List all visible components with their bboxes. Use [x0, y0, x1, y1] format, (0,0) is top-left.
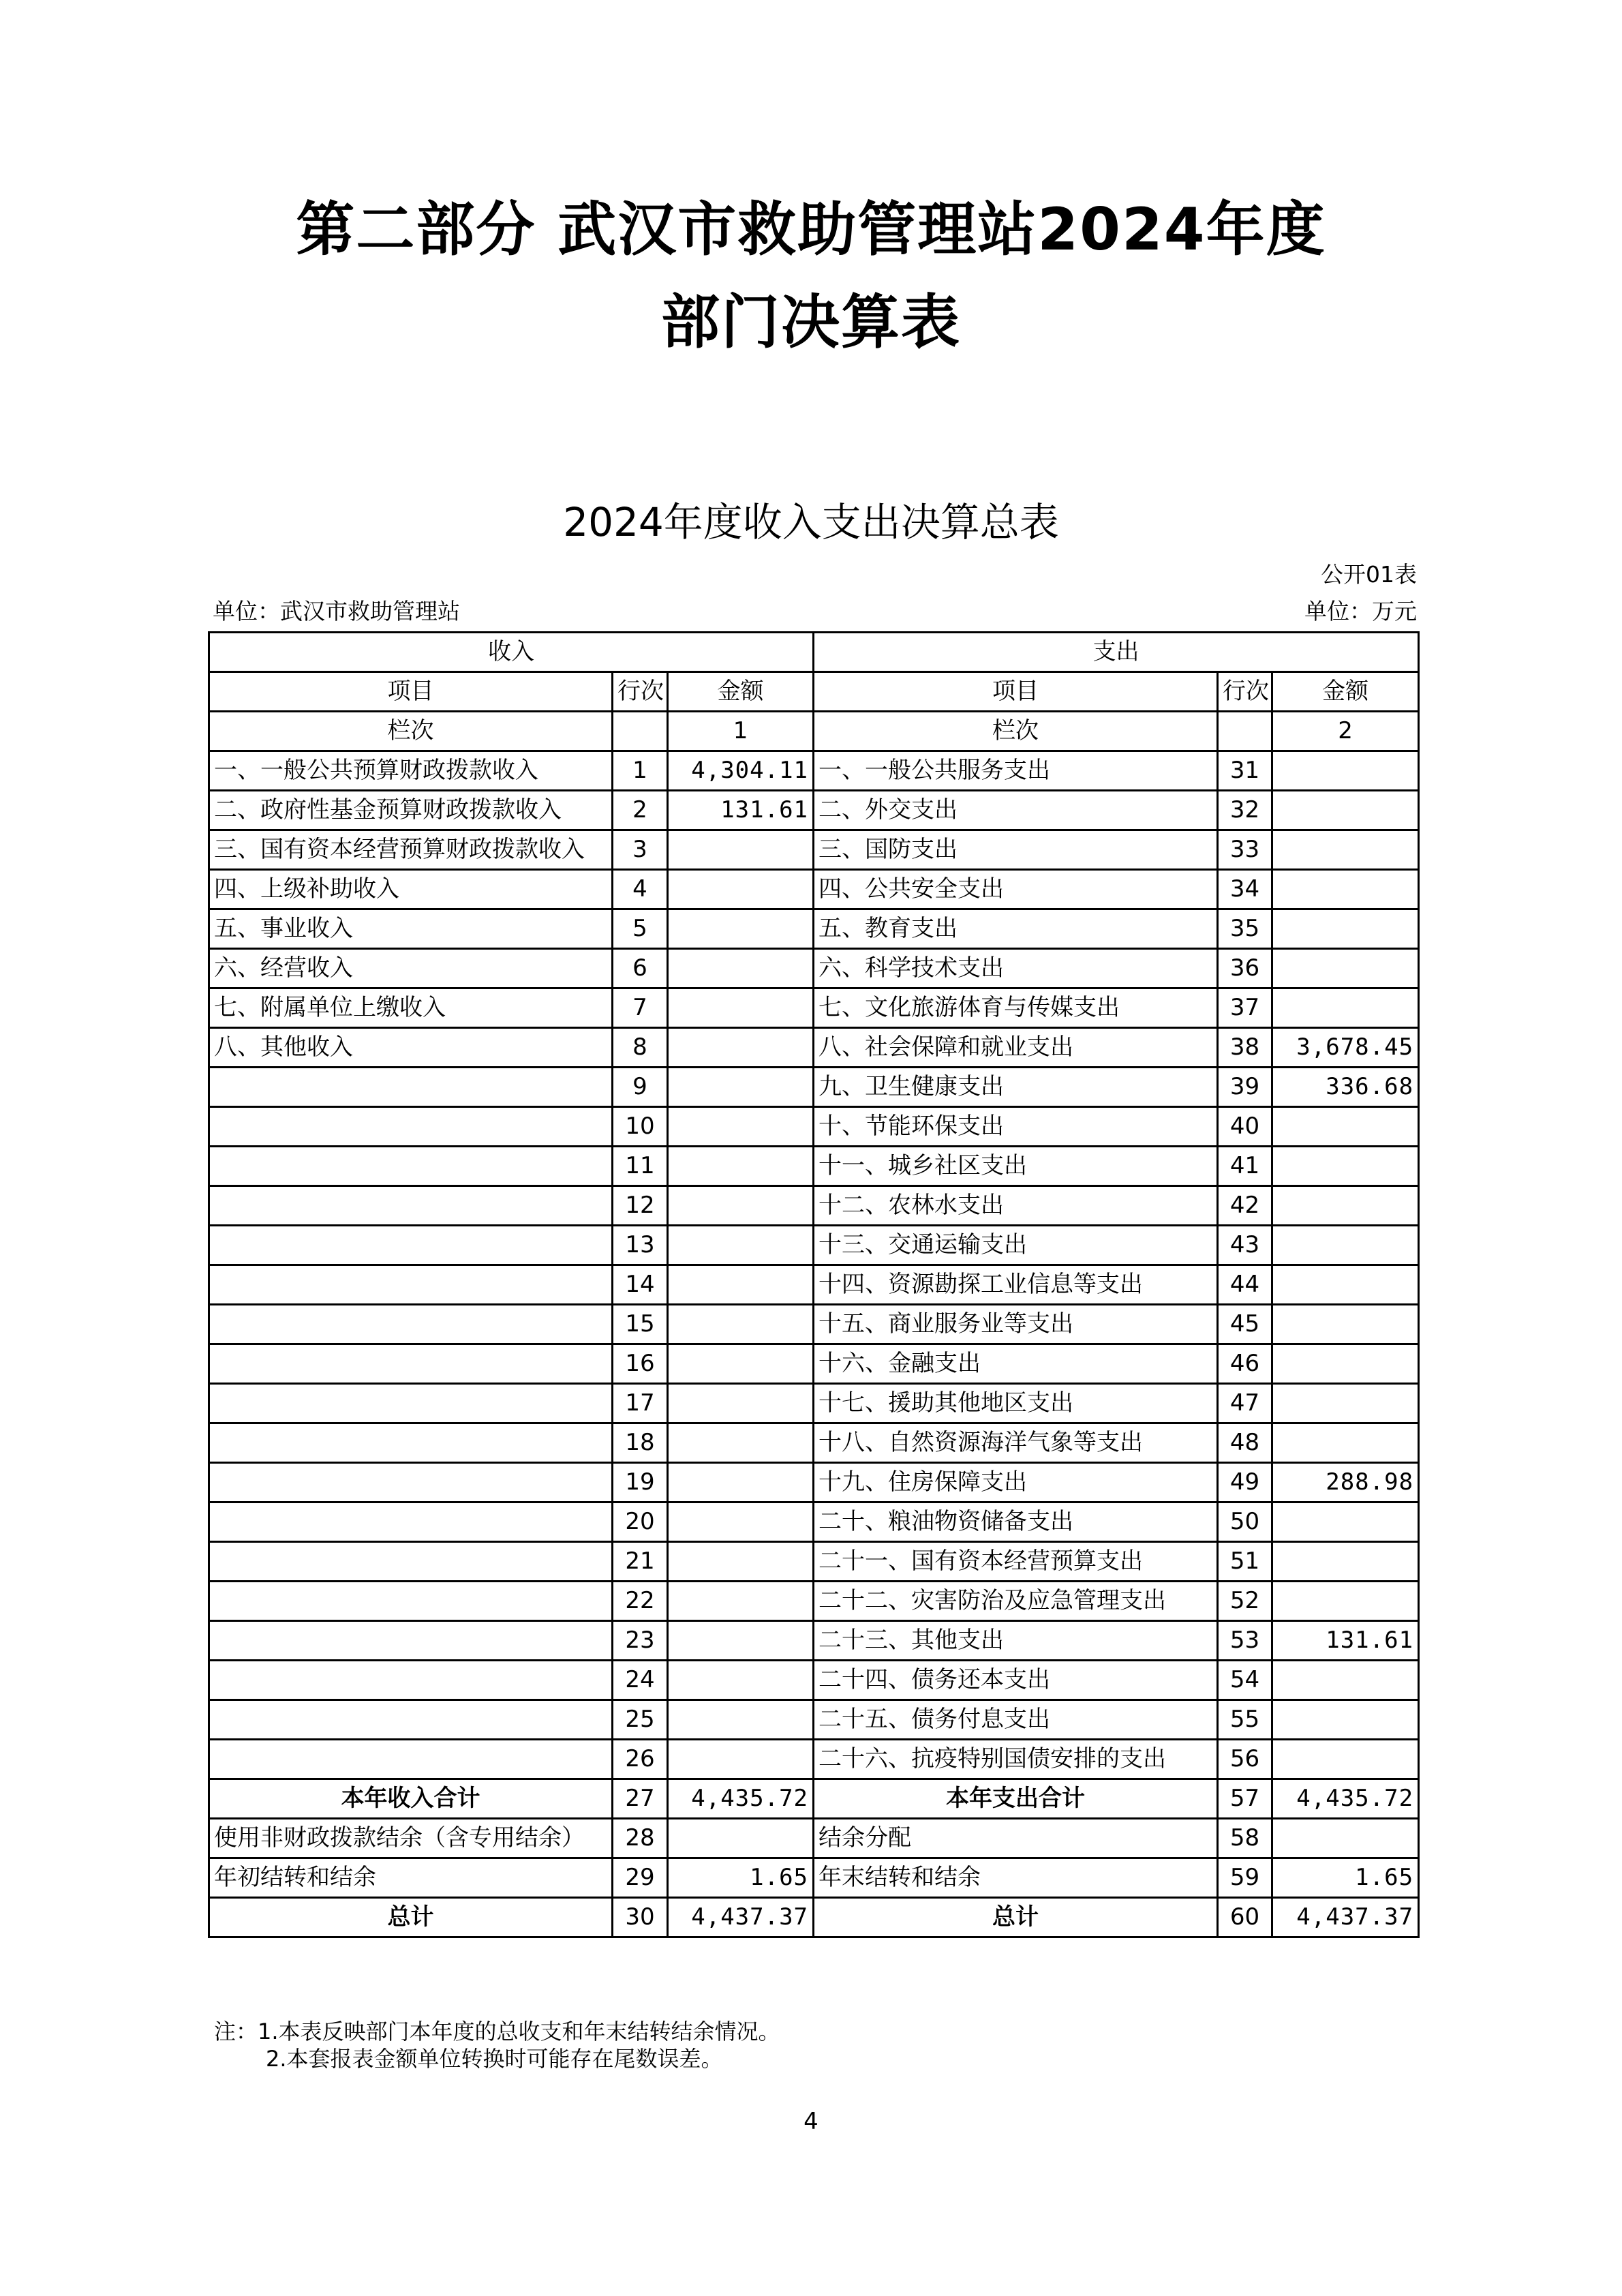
expense-col-line: 行次 [1218, 672, 1272, 712]
notes [214, 2018, 780, 2072]
expense-line-no: 56 [1218, 1740, 1272, 1779]
expense-amount: 288.98 [1272, 1463, 1419, 1502]
expense-amount [1272, 1740, 1419, 1779]
page-number: 4 [804, 2108, 818, 2135]
income-item [209, 1700, 613, 1740]
expense-item: 十九、住房保障支出 [814, 1463, 1218, 1502]
expense-item: 年末结转和结余 [814, 1858, 1218, 1898]
expense-amount [1272, 1384, 1419, 1423]
expense-line-no: 31 [1218, 751, 1272, 791]
expense-line-no: 47 [1218, 1384, 1272, 1423]
total-row [209, 1898, 1419, 1937]
table-row [209, 1147, 1419, 1186]
expense-amount [1272, 1502, 1419, 1542]
expense-line-no: 50 [1218, 1502, 1272, 1542]
expense-amount [1272, 1819, 1419, 1858]
table-row [209, 1740, 1419, 1779]
table-row [209, 988, 1419, 1028]
income-line-no: 28 [613, 1819, 668, 1858]
income-line-no: 20 [613, 1502, 668, 1542]
expense-item: 十一、城乡社区支出 [814, 1147, 1218, 1186]
table-row [209, 830, 1419, 870]
income-item: 四、上级补助收入 [209, 870, 613, 909]
income-amount [668, 1740, 814, 1779]
expense-line-no: 51 [1218, 1542, 1272, 1582]
income-line-no: 6 [613, 949, 668, 988]
income-line-no: 7 [613, 988, 668, 1028]
expense-line-no: 40 [1218, 1107, 1272, 1147]
expense-item: 十八、自然资源海洋气象等支出 [814, 1423, 1218, 1463]
note-2: 2.本套报表金额单位转换时可能存在尾数误差。 [266, 2046, 723, 2072]
income-item [209, 1107, 613, 1147]
income-item [209, 1344, 613, 1384]
table-row [209, 1819, 1419, 1858]
expense-item: 一、一般公共服务支出 [814, 751, 1218, 791]
income-line-no: 18 [613, 1423, 668, 1463]
income-amount: 4,437.37 [668, 1898, 814, 1937]
income-line-no: 30 [613, 1898, 668, 1937]
table-row [209, 1068, 1419, 1107]
table-row [209, 1226, 1419, 1265]
income-amount [668, 830, 814, 870]
income-item: 六、经营收入 [209, 949, 613, 988]
income-line-no: 27 [613, 1779, 668, 1819]
income-amount [668, 1226, 814, 1265]
table-row [209, 751, 1419, 791]
income-item [209, 1226, 613, 1265]
income-expense-table [208, 631, 1420, 1938]
table-row [209, 1344, 1419, 1384]
expense-item: 七、文化旅游体育与传媒支出 [814, 988, 1218, 1028]
expense-amount [1272, 870, 1419, 909]
subtotal-row [209, 1779, 1419, 1819]
expense-line-no: 58 [1218, 1819, 1272, 1858]
income-line-no: 1 [613, 751, 668, 791]
income-line-no: 13 [613, 1226, 668, 1265]
income-item [209, 1661, 613, 1700]
expense-amount: 4,437.37 [1272, 1898, 1419, 1937]
expense-item: 本年支出合计 [814, 1779, 1218, 1819]
income-item: 使用非财政拨款结余（含专用结余） [209, 1819, 613, 1858]
income-item: 一、一般公共预算财政拨款收入 [209, 751, 613, 791]
income-line-no: 10 [613, 1107, 668, 1147]
expense-col-item: 项目 [814, 672, 1218, 712]
income-amount [668, 1107, 814, 1147]
income-line-no: 3 [613, 830, 668, 870]
expense-line-no: 46 [1218, 1344, 1272, 1384]
income-col-item: 项目 [209, 672, 613, 712]
expense-amount [1272, 1661, 1419, 1700]
expense-amount: 1.65 [1272, 1858, 1419, 1898]
income-line-no: 26 [613, 1740, 668, 1779]
income-amount [668, 1344, 814, 1384]
income-amount [668, 1819, 814, 1858]
expense-amount [1272, 1344, 1419, 1384]
table-row [209, 1621, 1419, 1661]
income-index-value: 1 [668, 712, 814, 751]
income-item [209, 1265, 613, 1305]
expense-amount [1272, 791, 1419, 830]
expense-amount: 131.61 [1272, 1621, 1419, 1661]
income-item [209, 1542, 613, 1582]
income-col-line: 行次 [613, 672, 668, 712]
expense-item: 二十二、灾害防治及应急管理支出 [814, 1582, 1218, 1621]
income-amount [668, 1621, 814, 1661]
income-item: 五、事业收入 [209, 909, 613, 949]
income-line-no: 16 [613, 1344, 668, 1384]
expense-line-no: 43 [1218, 1226, 1272, 1265]
expense-amount [1272, 1147, 1419, 1186]
income-item [209, 1384, 613, 1423]
table-row [209, 870, 1419, 909]
income-item: 年初结转和结余 [209, 1858, 613, 1898]
expense-amount [1272, 1265, 1419, 1305]
expense-item: 二十、粮油物资储备支出 [814, 1502, 1218, 1542]
column-index-row [209, 712, 1419, 751]
income-line-no: 24 [613, 1661, 668, 1700]
table-row [209, 1542, 1419, 1582]
expense-line-no: 33 [1218, 830, 1272, 870]
expense-amount [1272, 1305, 1419, 1344]
expense-line-no: 57 [1218, 1779, 1272, 1819]
expense-item: 八、社会保障和就业支出 [814, 1028, 1218, 1068]
table-row [209, 1858, 1419, 1898]
expense-item: 十三、交通运输支出 [814, 1226, 1218, 1265]
expense-item: 四、公共安全支出 [814, 870, 1218, 909]
expense-amount [1272, 830, 1419, 870]
income-line-no: 23 [613, 1621, 668, 1661]
table-row [209, 949, 1419, 988]
expense-line-no: 36 [1218, 949, 1272, 988]
income-item: 本年收入合计 [209, 1779, 613, 1819]
income-item [209, 1423, 613, 1463]
income-amount [668, 1542, 814, 1582]
expense-item: 六、科学技术支出 [814, 949, 1218, 988]
income-line-no: 5 [613, 909, 668, 949]
income-line-no: 25 [613, 1700, 668, 1740]
column-header-row [209, 672, 1419, 712]
table-row [209, 1463, 1419, 1502]
expense-line-no: 49 [1218, 1463, 1272, 1502]
income-item [209, 1502, 613, 1542]
expense-item: 二十一、国有资本经营预算支出 [814, 1542, 1218, 1582]
income-amount [668, 1700, 814, 1740]
table-row [209, 1265, 1419, 1305]
expense-index-value: 2 [1272, 712, 1419, 751]
expense-line-no: 35 [1218, 909, 1272, 949]
expense-item: 二十四、债务还本支出 [814, 1661, 1218, 1700]
expense-line-no: 39 [1218, 1068, 1272, 1107]
expense-amount [1272, 1107, 1419, 1147]
unit-organization: 单位：武汉市救助管理站 [213, 598, 460, 624]
expense-item: 十五、商业服务业等支出 [814, 1305, 1218, 1344]
table-row [209, 791, 1419, 830]
income-item [209, 1582, 613, 1621]
expense-item: 三、国防支出 [814, 830, 1218, 870]
income-item [209, 1147, 613, 1186]
expense-item: 二、外交支出 [814, 791, 1218, 830]
income-line-no: 12 [613, 1186, 668, 1226]
expense-amount [1272, 1226, 1419, 1265]
expense-item: 五、教育支出 [814, 909, 1218, 949]
expense-item: 二十六、抗疫特别国债安排的支出 [814, 1740, 1218, 1779]
income-amount [668, 1582, 814, 1621]
income-amount [668, 1384, 814, 1423]
expense-line-no: 55 [1218, 1700, 1272, 1740]
income-line-no: 22 [613, 1582, 668, 1621]
document-title-line2: 部门决算表 [661, 288, 961, 357]
table-row [209, 1028, 1419, 1068]
note-1: 注：1.本表反映部门本年度的总收支和年末结转结余情况。 [214, 2019, 780, 2044]
expense-header: 支出 [814, 633, 1419, 672]
income-amount [668, 1265, 814, 1305]
expense-item: 十六、金融支出 [814, 1344, 1218, 1384]
income-amount [668, 1028, 814, 1068]
income-line-no: 8 [613, 1028, 668, 1068]
table-row [209, 1186, 1419, 1226]
table-title: 2024年度收入支出决算总表 [563, 499, 1059, 545]
expense-line-no: 34 [1218, 870, 1272, 909]
income-item: 七、附属单位上缴收入 [209, 988, 613, 1028]
table-row [209, 1305, 1419, 1344]
income-amount: 4,304.11 [668, 751, 814, 791]
expense-amount [1272, 1700, 1419, 1740]
expense-item: 十、节能环保支出 [814, 1107, 1218, 1147]
income-header: 收入 [209, 633, 814, 672]
income-amount [668, 909, 814, 949]
income-index-empty [613, 712, 668, 751]
expense-line-no: 60 [1218, 1898, 1272, 1937]
income-item: 总计 [209, 1898, 613, 1937]
income-amount [668, 1423, 814, 1463]
expense-line-no: 38 [1218, 1028, 1272, 1068]
income-amount [668, 988, 814, 1028]
expense-line-no: 54 [1218, 1661, 1272, 1700]
expense-amount [1272, 988, 1419, 1028]
income-amount [668, 1068, 814, 1107]
table-row [209, 1502, 1419, 1542]
expense-amount [1272, 1582, 1419, 1621]
expense-amount [1272, 1542, 1419, 1582]
expense-line-no: 41 [1218, 1147, 1272, 1186]
income-line-no: 11 [613, 1147, 668, 1186]
expense-line-no: 44 [1218, 1265, 1272, 1305]
expense-line-no: 45 [1218, 1305, 1272, 1344]
expense-line-no: 59 [1218, 1858, 1272, 1898]
expense-index-label: 栏次 [814, 712, 1218, 751]
table-row [209, 1582, 1419, 1621]
expense-item: 十二、农林水支出 [814, 1186, 1218, 1226]
income-item: 三、国有资本经营预算财政拨款收入 [209, 830, 613, 870]
income-item [209, 1740, 613, 1779]
expense-line-no: 53 [1218, 1621, 1272, 1661]
expense-amount [1272, 909, 1419, 949]
income-index-label: 栏次 [209, 712, 613, 751]
income-line-no: 21 [613, 1542, 668, 1582]
income-line-no: 19 [613, 1463, 668, 1502]
income-amount [668, 1147, 814, 1186]
income-item [209, 1068, 613, 1107]
expense-line-no: 52 [1218, 1582, 1272, 1621]
table-row [209, 1700, 1419, 1740]
income-line-no: 15 [613, 1305, 668, 1344]
income-amount [668, 949, 814, 988]
expense-item: 九、卫生健康支出 [814, 1068, 1218, 1107]
expense-item: 二十三、其他支出 [814, 1621, 1218, 1661]
income-line-no: 17 [613, 1384, 668, 1423]
expense-amount: 4,435.72 [1272, 1779, 1419, 1819]
income-amount: 131.61 [668, 791, 814, 830]
expense-amount [1272, 751, 1419, 791]
income-amount [668, 1463, 814, 1502]
expense-line-no: 48 [1218, 1423, 1272, 1463]
income-item [209, 1186, 613, 1226]
expense-item: 二十五、债务付息支出 [814, 1700, 1218, 1740]
income-amount [668, 1661, 814, 1700]
expense-amount [1272, 1186, 1419, 1226]
income-amount [668, 1305, 814, 1344]
expense-amount [1272, 1423, 1419, 1463]
expense-col-amount: 金额 [1272, 672, 1419, 712]
table-row [209, 1661, 1419, 1700]
income-col-amount: 金额 [668, 672, 814, 712]
income-amount [668, 1502, 814, 1542]
expense-amount: 3,678.45 [1272, 1028, 1419, 1068]
table-row [209, 1384, 1419, 1423]
income-amount [668, 870, 814, 909]
table-row [209, 909, 1419, 949]
income-line-no: 2 [613, 791, 668, 830]
expense-item: 结余分配 [814, 1819, 1218, 1858]
income-line-no: 29 [613, 1858, 668, 1898]
income-item: 八、其他收入 [209, 1028, 613, 1068]
table-row [209, 1423, 1419, 1463]
income-line-no: 4 [613, 870, 668, 909]
expense-amount: 336.68 [1272, 1068, 1419, 1107]
income-item [209, 1621, 613, 1661]
expense-line-no: 42 [1218, 1186, 1272, 1226]
form-number: 公开01表 [1321, 561, 1417, 588]
income-line-no: 9 [613, 1068, 668, 1107]
income-line-no: 14 [613, 1265, 668, 1305]
expense-item: 总计 [814, 1898, 1218, 1937]
income-amount: 1.65 [668, 1858, 814, 1898]
income-amount: 4,435.72 [668, 1779, 814, 1819]
income-item [209, 1305, 613, 1344]
expense-line-no: 37 [1218, 988, 1272, 1028]
table-row [209, 1107, 1419, 1147]
expense-item: 十四、资源勘探工业信息等支出 [814, 1265, 1218, 1305]
expense-index-empty [1218, 712, 1272, 751]
expense-amount [1272, 949, 1419, 988]
document-title-line1: 第二部分 武汉市救助管理站2024年度 [296, 196, 1326, 264]
unit-currency: 单位：万元 [1304, 598, 1417, 624]
income-item: 二、政府性基金预算财政拨款收入 [209, 791, 613, 830]
income-amount [668, 1186, 814, 1226]
expense-item: 十七、援助其他地区支出 [814, 1384, 1218, 1423]
expense-line-no: 32 [1218, 791, 1272, 830]
section-header-row [209, 633, 1419, 672]
income-item [209, 1463, 613, 1502]
